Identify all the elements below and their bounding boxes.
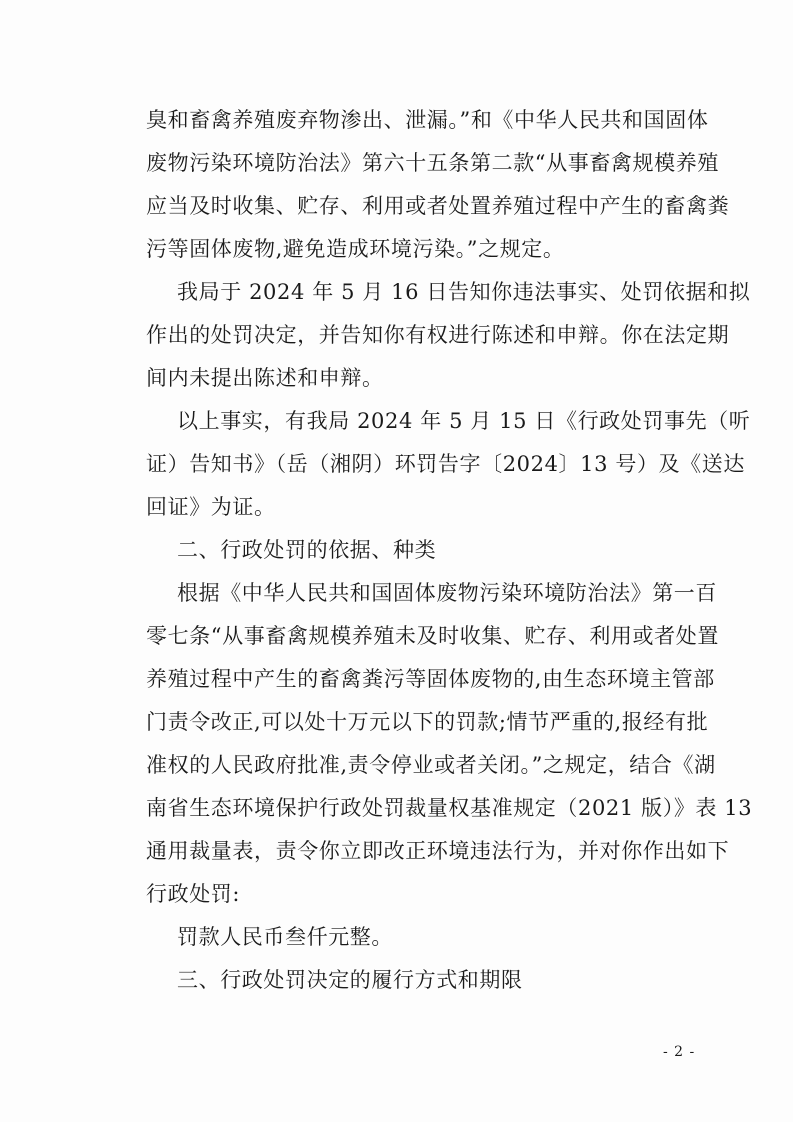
section-heading: 二、行政处罚的依据、种类 xyxy=(177,538,437,562)
paragraph-line: 我局于 2024 年 5 月 16 日告知你违法事实、处罚依据和拟 xyxy=(177,280,751,304)
paragraph-line: 污等固体废物,避免造成环境污染。”之规定。 xyxy=(146,237,565,261)
paragraph-line: 零七条“从事畜禽规模养殖未及时收集、贮存、利用或者处置 xyxy=(146,624,719,648)
paragraph-line: 回证》为证。 xyxy=(146,495,276,519)
paragraph-line: 门责令改正,可以处十万元以下的罚款;情节严重的,报经有批 xyxy=(146,710,709,734)
paragraph-line: 通用裁量表，责令你立即改正环境违法行为，并对你作出如下 xyxy=(146,839,730,863)
paragraph-line: 养殖过程中产生的畜禽粪污等固体废物的,由生态环境主管部 xyxy=(146,667,715,691)
paragraph-line: 罚款人民币叁仟元整。 xyxy=(177,925,393,949)
paragraph-line: 南省生态环境保护行政处罚裁量权基准规定（2021 版）》表 13 xyxy=(146,796,753,820)
paragraph-line: 间内未提出陈述和申辩。 xyxy=(146,366,384,390)
paragraph-line: 作出的处罚决定，并告知你有权进行陈述和申辩。你在法定期 xyxy=(146,323,730,347)
paragraph-line: 应当及时收集、贮存、利用或者处置养殖过程中产生的畜禽粪 xyxy=(146,194,730,218)
page-number: - 2 - xyxy=(663,1044,696,1060)
section-heading: 三、行政处罚决定的履行方式和期限 xyxy=(177,968,523,992)
paragraph-line: 以上事实，有我局 2024 年 5 月 15 日《行政处罚事先（听 xyxy=(177,409,751,433)
paragraph-line: 废物污染环境防治法》第六十五条第二款“从事畜禽规模养殖 xyxy=(146,151,719,175)
paragraph-line: 准权的人民政府批准,责令停业或者关闭。”之规定，结合《湖 xyxy=(146,753,716,777)
paragraph-line: 根据《中华人民共和国固体废物污染环境防治法》第一百 xyxy=(177,581,717,605)
paragraph-line: 臭和畜禽养殖废弃物渗出、泄漏。”和《中华人民共和国固体 xyxy=(146,108,709,132)
paragraph-line: 行政处罚: xyxy=(146,882,241,906)
paragraph-line: 证）告知书》（岳（湘阴）环罚告字〔2024〕13 号）及《送达 xyxy=(146,452,745,476)
